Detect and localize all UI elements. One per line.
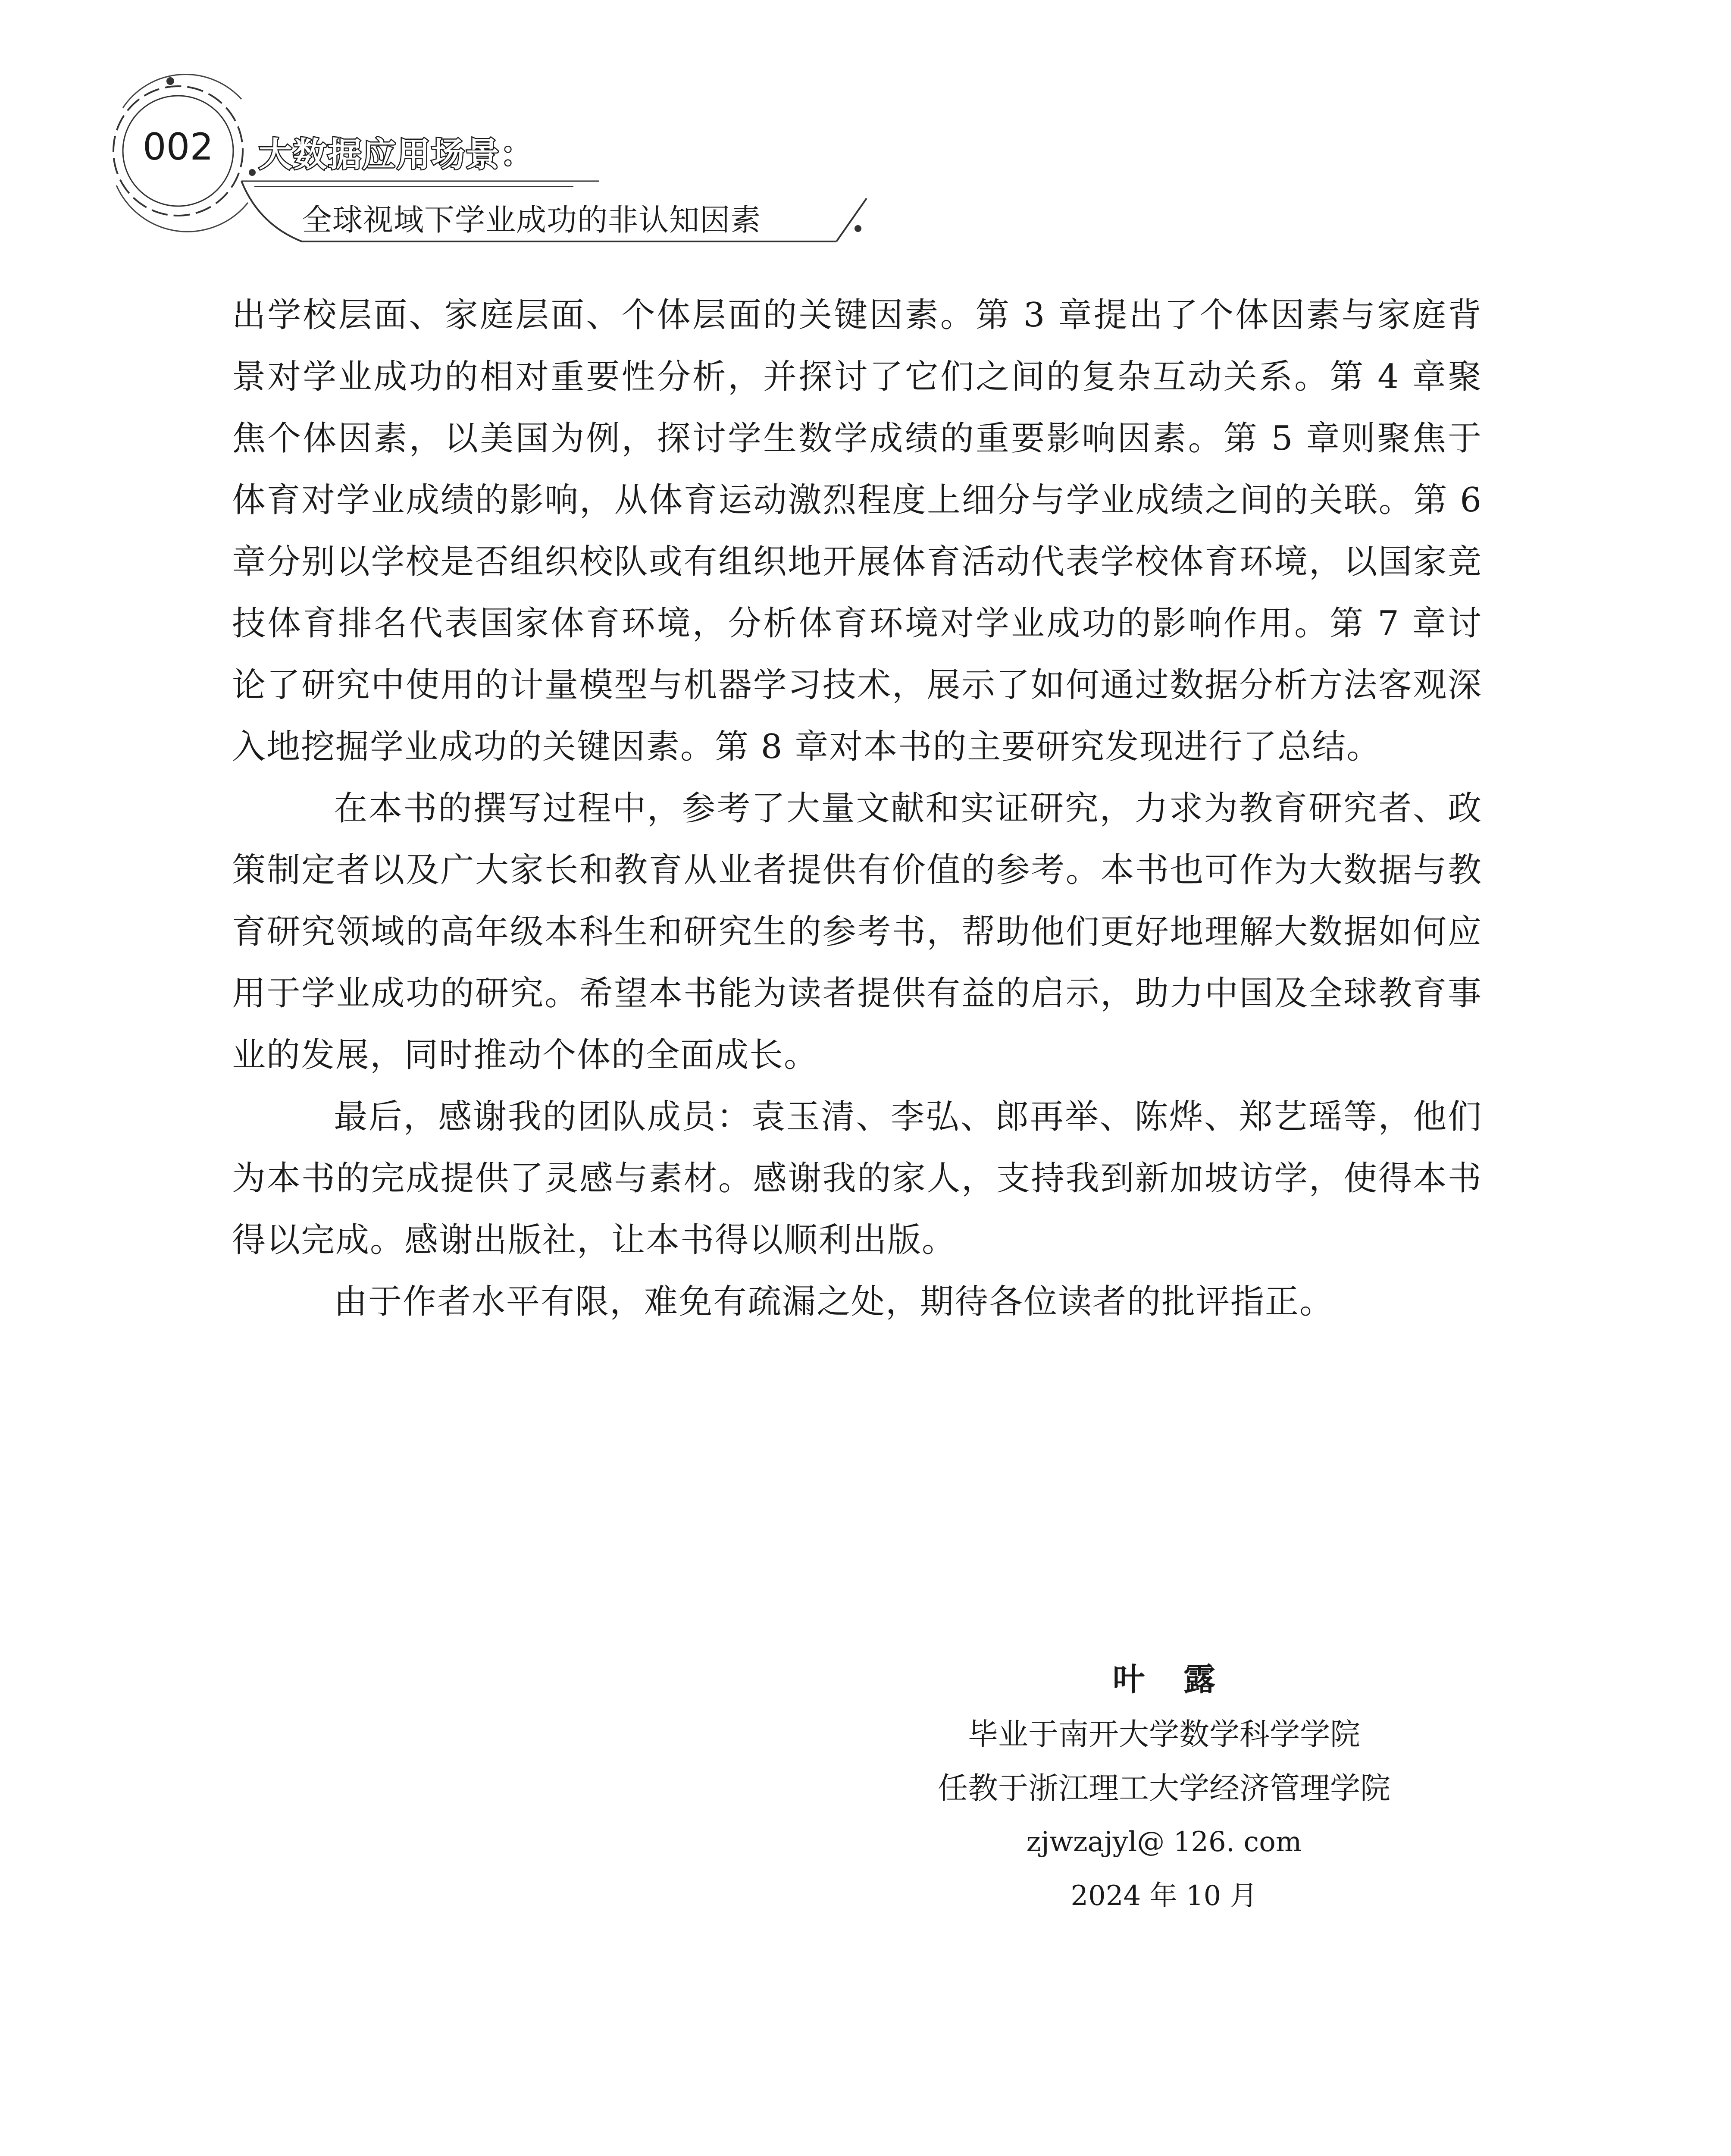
paragraph-disclaimer: 由于作者水平有限，难免有疏漏之处，期待各位读者的批评指正。	[334, 1282, 1334, 1321]
author-signature	[862, 1651, 1466, 1923]
author-education: 毕业于南开大学数学科学学院	[968, 1717, 1360, 1752]
paragraph-writing-process: 在本书的撰写过程中，参考了大量文献和实证研究，力求为教育研究者、政策制定者以及广大家长和教育从业者提供有价值的参考。本书也可作为大数据与教育研究领域的高年级本科生和研究生的参考书，帮助他们更好地理解大数据如何应用于学业成功的研究。希望本书能为读者提供有益的启示，助力中国及全球教育事业的发展，同时推动个体的全面成长。	[232, 789, 1482, 1075]
page-number: 002	[142, 125, 214, 169]
running-header	[0, 0, 1731, 276]
author-employer: 任教于浙江理工大学经济管理学院	[938, 1771, 1390, 1806]
author-name: 叶露	[1113, 1661, 1254, 1698]
author-email: zjwzajyl@ 126. com	[1026, 1826, 1302, 1858]
paragraph-acknowledgements: 最后，感谢我的团队成员：袁玉清、李弘、郎再举、陈烨、郑艺瑶等，他们为本书的完成提供了灵感与素材。感谢我的家人，支持我到新加坡访学，使得本书得以完成。感谢出版社，让本书得以顺利出版。	[232, 1097, 1482, 1260]
book-subtitle: 全球视域下学业成功的非认知因素	[302, 202, 761, 238]
paragraph-chapter-overview: 出学校层面、家庭层面、个体层面的关键因素。第 3 章提出了个体因素与家庭背景对学业成功的相对重要性分析，并探讨了它们之间的复杂互动关系。第 4 章聚焦个体因素，以美国为例，探讨学生数学成绩的重要影响因素。第 5 章则聚焦于体育对学业成绩的影响，从体育运动激烈程度上细分与学业成绩之间的关联。第 6 章分别以学校是否组织校队或有组织地开展体育活动代表学校体育环境，以国家竞技体育排名代表国家体育环境，分析体育环境对学业成功的影响作用。第 7 章讨论了研究中使用的计量模型与机器学习技术，展示了如何通过数据分析方法客观深入地挖掘学业成功的关键因素。第 8 章对本书的主要研究发现进行了总结。	[232, 296, 1482, 766]
series-title: 大数据应用场景：	[259, 135, 535, 174]
body-text	[232, 285, 1482, 1333]
preface-date: 2024 年 10 月	[1071, 1880, 1258, 1912]
